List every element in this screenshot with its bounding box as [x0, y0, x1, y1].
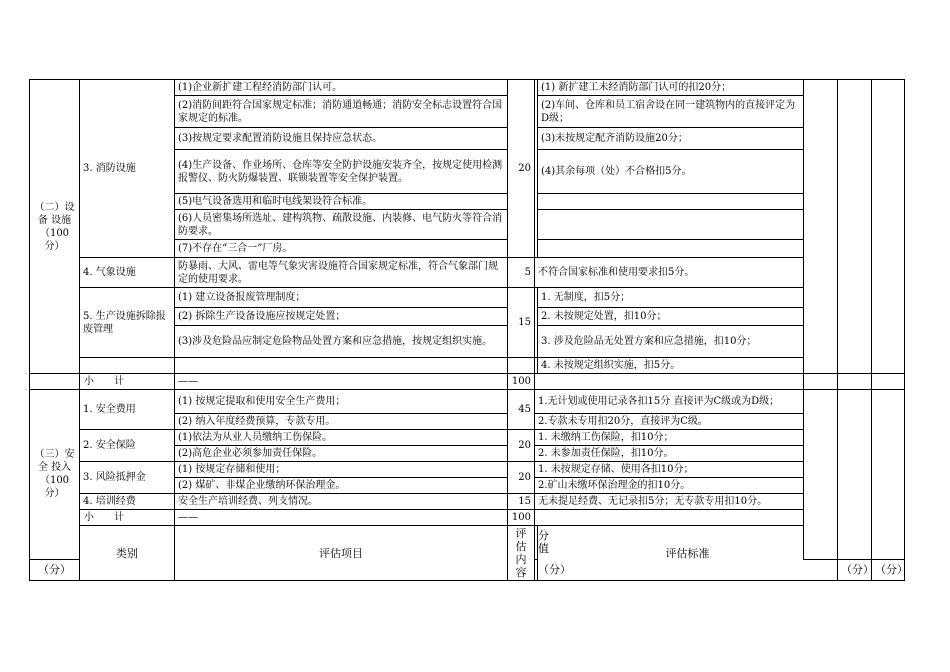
- item-deposit: 3. 风险抵押金: [80, 462, 175, 494]
- fire-content-7: (7)不存在“三合一”厂房。: [175, 240, 508, 258]
- subtotal-label-sec3: 小 计: [80, 510, 175, 526]
- self-eval-cell[interactable]: [804, 80, 838, 374]
- header-category: 类别: [80, 526, 175, 581]
- deposit-content-2: (2) 煤矿、非煤企业缴纳环保治理金。: [175, 478, 508, 494]
- fire-content-4: (4)生产设备、作业场所、仓库等安全防护设施安装齐全，按规定使用检测报警仪、防火防爆装置、联锁装置等安全保护装置。: [175, 150, 508, 194]
- subtotal-score-sec2: 100: [508, 374, 535, 390]
- deposit-score: 20: [508, 462, 535, 494]
- subtotal-score-sec3: 100: [508, 510, 535, 526]
- header-score-unit: （分）: [30, 559, 80, 580]
- cost-standard-2: 2.专款未专用扣20分，直接评为C级。: [535, 414, 804, 430]
- insurance-standard-2: 2. 未参加责任保险，扣10分。: [535, 446, 804, 462]
- insurance-score: 20: [508, 430, 535, 462]
- insurance-standard-1: 1. 未缴纳工伤保险，扣10分；: [535, 430, 804, 446]
- evaluation-table: [29, 79, 908, 581]
- fire-score: 20: [508, 80, 535, 258]
- item-weather: 4. 气象设施: [80, 258, 175, 288]
- item-scrap: 5. 生产设施拆除报废管理: [80, 288, 175, 358]
- item-training: 4. 培训经费: [80, 494, 175, 510]
- initial-review-cell[interactable]: [838, 80, 872, 374]
- fire-standard-1: (1) 新扩建工未经消防部门认可的扣20分；: [538, 80, 804, 96]
- scrap-standard-1: 1. 无制度，扣5分；: [538, 288, 804, 308]
- fire-content-2: (2)消防间距符合国家规定标准；消防通道畅通；消防安全标志设置符合国家规定的标准。: [175, 96, 508, 128]
- scrap-standard-2: 2. 未按规定处置，扣10分；: [538, 308, 804, 326]
- item-fire-facilities: 3. 消防设施: [80, 80, 175, 258]
- initial-review-cell-2[interactable]: [838, 390, 872, 560]
- subtotal-content-sec3: ——: [175, 510, 508, 526]
- scrap-standard-3: 3. 涉及危险品无处置方案和应急措施，扣10分；: [538, 326, 804, 358]
- fire-content-6: (6)人员密集场所选址、建构筑物、疏散设施、内装修、电气防火等符合消防要求。: [175, 210, 508, 240]
- insurance-content-2: (2)高危企业必须参加责任保险。: [175, 446, 508, 462]
- header-standard: 评估标准: [538, 526, 838, 581]
- training-standard: 无未提足经费、无记录扣5分；无专款专用扣10分。: [535, 494, 804, 510]
- scrap-standard-4: 4. 未按规定组织实施，扣5分。: [538, 358, 804, 374]
- cost-standard-1: 1.无计划或使用记录各扣15分 直接评为C级或为D级；: [535, 390, 804, 414]
- scrap-content-1: (1) 建立设备报废管理制度；: [175, 288, 508, 308]
- training-content: 安全生产培训经费、列支情况。: [175, 494, 508, 510]
- insurance-content-1: (1)依法为从业人员缴纳工伤保险。: [175, 430, 508, 446]
- header-final-unit: （分）: [872, 559, 905, 580]
- fire-content-1: (1)企业新扩建工程经消防部门认可。: [175, 80, 508, 96]
- item-insurance: 2. 安全保险: [80, 430, 175, 462]
- cost-score: 45: [508, 390, 535, 430]
- final-eval-cell[interactable]: [872, 80, 905, 374]
- training-score: 15: [508, 494, 535, 510]
- subtotal-content-sec2: ——: [175, 374, 508, 390]
- cost-content-2: (2) 纳入年度经费预算，专款专用。: [175, 414, 508, 430]
- fire-content-3: (3)按规定要求配置消防设施且保持应急状态。: [175, 128, 508, 150]
- category-investment: （三）安全 投入（100分）: [30, 390, 80, 560]
- final-eval-cell-2[interactable]: [872, 390, 905, 560]
- scrap-score: 15: [508, 288, 535, 358]
- deposit-standard-1: 1. 未按规定存储、使用各扣10分；: [535, 462, 804, 478]
- fire-content-5: (5)电气设备选用和临时电线架设符合标准。: [175, 194, 508, 210]
- scrap-content-2: (2) 拆除生产设备设施应按规定处置；: [175, 308, 508, 326]
- header-item: 评估项目: [175, 526, 508, 581]
- header-self-unit: （分）: [535, 559, 538, 580]
- scrap-content-3: (3)涉及危险品应制定危险物品处置方案和应急措施，按规定组织实施。: [175, 326, 508, 358]
- category-equipment: （二）设备 设施（100分）: [30, 80, 80, 374]
- cost-content-1: (1) 按规定提取和使用安全生产费用；: [175, 390, 508, 414]
- header-content: 评估内容: [508, 526, 535, 581]
- deposit-content-1: (1) 按规定存储和使用；: [175, 462, 508, 478]
- weather-content: 防暴雨、大风、雷电等气象灾害设施符合国家规定标准，符合气象部门规定的使用要求。: [175, 258, 508, 288]
- header-initial-unit: （分）: [838, 559, 872, 580]
- fire-standard-4: (4)其余每项（处）不合格扣5分。: [538, 150, 804, 194]
- weather-standard: 不符合国家标准和使用要求扣5分。: [535, 258, 804, 288]
- fire-standard-3: (3)未按规定配齐消防设施20分；: [538, 128, 804, 150]
- fire-standard-2: (2)车间、仓库和员工宿舍设在同一建筑物内的直接评定为D级；: [538, 96, 804, 128]
- header-score: 分值: [535, 526, 538, 560]
- item-safety-cost: 1. 安全费用: [80, 390, 175, 430]
- subtotal-label-sec2: 小 计: [80, 374, 175, 390]
- deposit-standard-2: 2.矿山未缴环保治理金的扣10分。: [535, 478, 804, 494]
- weather-score: 5: [508, 258, 535, 288]
